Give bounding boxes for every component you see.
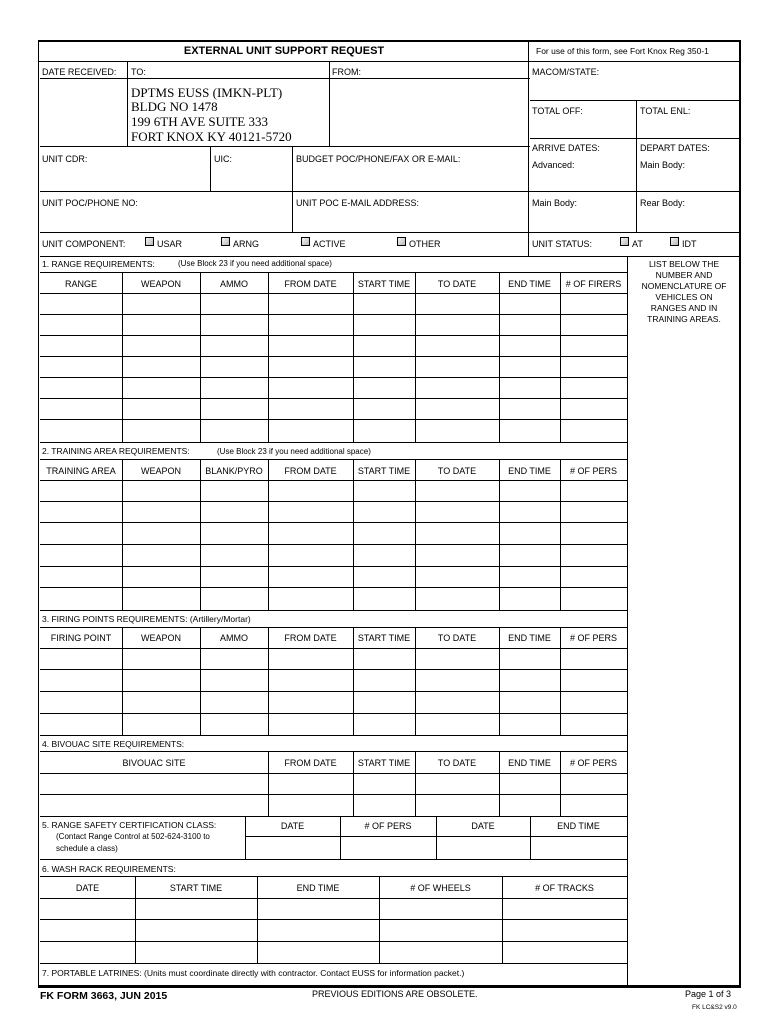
side-note-line-6: TRAINING AREAS. [647,314,721,324]
sec2-col-weapon: WEAPON [140,466,181,476]
sec7-title: 7. PORTABLE LATRINES: (Units must coordinate directly with contractor. Contact EUSS for information packet.) [42,968,465,978]
unit-poc-phone-field[interactable] [40,209,290,231]
form-bottom-border [38,985,740,987]
sec3-title: 3. FIRING POINTS REQUIREMENTS: (Artillery/Mortar) [42,614,251,624]
line [329,61,330,146]
depart-dates-label: DEPART DATES: [640,143,710,153]
vehicles-field[interactable] [630,340,738,980]
sec3-col-to-date: TO DATE [437,633,477,643]
side-note-line-5: RANGES AND IN [650,303,718,313]
sec3-col-pers: # OF PERS [569,633,617,643]
line [40,963,627,964]
line [292,146,293,232]
side-note-line-3: NOMENCLATURE OF [641,281,727,291]
budget-poc-label: BUDGET POC/PHONE/FAX OR E-MAIL: [296,154,461,164]
sec6-col-wheels: # OF WHEELS [410,883,471,893]
line [40,256,740,257]
idt-label: IDT [682,239,697,249]
sec6-col-tracks: # OF TRACKS [535,883,594,893]
active-label: ACTIVE [313,239,346,249]
active-checkbox[interactable] [301,237,310,246]
sec3-col-end-time: END TIME [508,633,551,643]
sec3-col-firing-point: FIRING POINT [50,633,112,643]
macom-state-field[interactable] [530,78,738,100]
sec4-col-from-date: FROM DATE [284,758,337,768]
sec1-col-ammo: AMMO [220,279,248,289]
to-address-line-3: 199 6TH AVE SUITE 333 [131,114,268,129]
other-checkbox[interactable] [397,237,406,246]
sec5-title: 5. RANGE SAFETY CERTIFICATION CLASS: [42,820,217,830]
sec4-col-end-time: END TIME [508,758,551,768]
unit-status-label: UNIT STATUS: [532,239,593,249]
sec5-col-end-time: END TIME [557,821,600,831]
sec4-title: 4. BIVOUAC SITE REQUIREMENTS: [42,739,185,749]
bivouac-site-grid[interactable] [40,774,627,815]
line [40,751,627,752]
obsolete-notice: PREVIOUS EDITIONS ARE OBSOLETE. [312,989,478,999]
side-note-line-1: LIST BELOW THE [648,259,720,269]
unit-cdr-field[interactable] [40,165,210,191]
line [40,735,627,736]
unit-poc-email-field[interactable] [294,209,527,231]
arng-checkbox[interactable] [221,237,230,246]
sec2-col-blank-pyro: BLANK/PYRO [205,466,263,476]
sec3-col-from-date: FROM DATE [284,633,337,643]
arrive-dates-label: ARRIVE DATES: [532,143,600,153]
sec1-col-end-time: END TIME [508,279,551,289]
at-checkbox[interactable] [620,237,629,246]
sec1-col-to-date: TO DATE [437,279,477,289]
side-note-line-4: VEHICLES ON [655,292,713,302]
arng-label: ARNG [233,239,260,249]
form-version: FK LC&S2 v9.0 [692,1004,737,1011]
sec6-col-date: DATE [75,883,100,893]
sec3-col-ammo: AMMO [220,633,248,643]
form-reference: For use of this form, see Fort Knox Reg 350-1 [536,46,709,56]
usar-label: USAR [157,239,183,249]
line [40,146,530,147]
uic-label: UIC: [214,154,232,164]
wash-rack-grid[interactable] [40,899,627,962]
side-note-line-2: NUMBER AND [655,270,713,280]
budget-poc-field[interactable] [294,165,527,191]
line [528,40,529,256]
rear-body-label: Rear Body: [640,198,686,208]
sec2-col-end-time: END TIME [508,466,551,476]
to-label: TO: [131,67,146,77]
to-address-line-1: DPTMS EUSS (IMKN-PLT) [131,85,283,100]
line [40,78,530,79]
to-address-line-4: FORT KNOX KY 40121-5720 [131,129,292,144]
uic-field[interactable] [212,165,292,191]
sec1-col-firers: # OF FIRERS [565,279,622,289]
sec2-col-start-time: START TIME [357,466,411,476]
line [530,138,740,139]
line [40,442,627,443]
line [40,272,627,273]
sec2-col-to-date: TO DATE [437,466,477,476]
sec1-col-start-time: START TIME [357,279,411,289]
sec5-line-2: (Contact Range Control at 502-624-3100 to [56,832,210,841]
sec1-col-weapon: WEAPON [140,279,181,289]
sec6-col-end-time: END TIME [296,883,340,893]
line [40,627,627,628]
sec1-title: 1. RANGE REQUIREMENTS: [42,259,155,269]
sec5-col-pers: # OF PERS [364,821,412,831]
sec5-col-date-1: DATE [280,821,305,831]
other-label: OTHER [409,239,441,249]
sec3-col-start-time: START TIME [357,633,411,643]
header-divider [38,61,740,62]
date-received-label: DATE RECEIVED: [42,67,117,77]
sec1-note: (Use Block 23 if you need additional space) [178,259,332,268]
unit-component-label: UNIT COMPONENT: [42,239,126,249]
usar-checkbox[interactable] [145,237,154,246]
sec2-col-from-date: FROM DATE [284,466,337,476]
line [40,459,627,460]
sec1-col-from-date: FROM DATE [284,279,337,289]
line [210,146,211,191]
safety-class-fields[interactable] [246,837,627,858]
total-off-field[interactable] [530,116,634,138]
sec4-col-start-time: START TIME [357,758,411,768]
at-label: AT [632,239,643,249]
line [40,859,627,860]
sec2-col-pers: # OF PERS [569,466,617,476]
main-body-arrive-label: Main Body: [532,198,578,208]
line [40,816,627,817]
total-off-label: TOTAL OFF: [532,106,583,116]
sec3-col-weapon: WEAPON [140,633,181,643]
unit-poc-email-label: UNIT POC E-MAIL ADDRESS: [296,198,420,208]
total-enl-label: TOTAL ENL: [640,106,691,116]
sec2-note: (Use Block 23 if you need additional space) [217,447,371,456]
training-area-grid[interactable] [40,481,627,609]
sec5-col-date-2: DATE [471,821,495,831]
sec4-col-to-date: TO DATE [437,758,477,768]
from-field[interactable] [331,78,527,146]
unit-cdr-label: UNIT CDR: [42,154,88,164]
idt-checkbox[interactable] [670,237,679,246]
page-number: Page 1 of 3 [685,989,732,999]
advanced-label: Advanced: [532,160,575,170]
line [127,61,128,146]
sec6-title: 6. WASH RACK REQUIREMENTS: [42,864,176,874]
line [40,876,627,877]
unit-poc-phone-label: UNIT POC/PHONE NO: [42,198,138,208]
form-title: EXTERNAL UNIT SUPPORT REQUEST [183,45,385,57]
main-body-depart-label: Main Body: [640,160,686,170]
line [40,232,740,233]
line [40,191,740,192]
sec5-line-3: schedule a class) [56,844,118,853]
from-label: FROM: [332,67,361,77]
sec4-col-pers: # OF PERS [569,758,617,768]
line [636,100,637,232]
line [627,256,628,986]
line [530,100,740,101]
date-received-field[interactable] [40,78,126,146]
sec6-col-start-time: START TIME [169,883,223,893]
to-address-line-2: BLDG NO 1478 [131,99,218,114]
sec1-col-range: RANGE [64,279,97,289]
form-top-border [38,40,740,41]
form-id: FK FORM 3663, JUN 2015 [40,990,168,1002]
firing-points-grid[interactable] [40,649,627,734]
sec2-title: 2. TRAINING AREA REQUIREMENTS: [42,446,190,456]
total-enl-field[interactable] [638,116,738,138]
sec4-col-bivouac-site: BIVOUAC SITE [122,758,186,768]
vehicles-side-note [628,259,740,325]
range-requirements-grid[interactable] [40,294,627,441]
line [40,610,627,611]
sec2-col-training-area: TRAINING AREA [46,466,116,476]
macom-state-label: MACOM/STATE: [532,67,600,77]
